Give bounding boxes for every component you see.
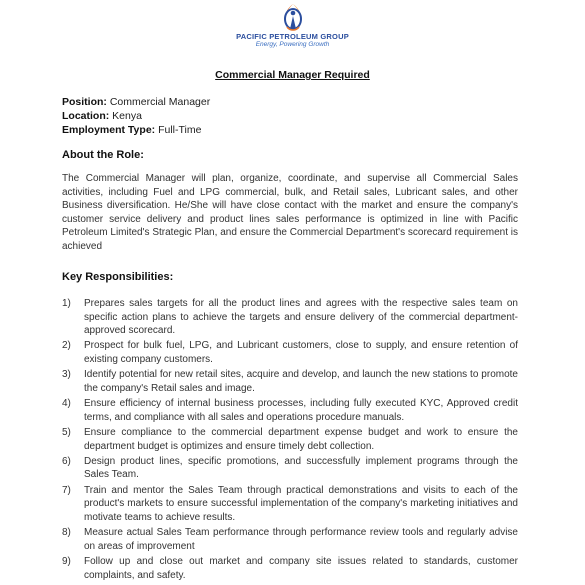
list-item-number: 6) [62, 455, 71, 467]
list-item-number: 4) [62, 398, 71, 410]
document-title: Commercial Manager Required [215, 69, 370, 81]
logo-tagline: Energy, Powering Growth [255, 41, 330, 48]
list-item-text: Identify potential for new retail sites, acquire and develop, and launch the new stations to promote the company's Retail sales and image. [84, 369, 518, 394]
location-line [62, 109, 210, 123]
location-label: Location: [62, 110, 110, 122]
position-value: Commercial Manager [109, 96, 211, 108]
job-meta [62, 95, 210, 137]
list-item-number: 1) [62, 298, 71, 309]
logo-company-name: PACIFIC PETROLEUM GROUP [236, 32, 349, 41]
list-item-text: Ensure efficiency of internal business processes, including fully executed KYC, Approved credit terms, and compliance with all sales and operations procedure manuals. [84, 398, 518, 423]
list-item [62, 297, 518, 338]
list-item-number: 2) [62, 340, 71, 352]
list-item-text: Prepares sales targets for all the product lines and agrees with the respective sales team on specific action plans to achieve the targets and ensure delivery of the commercial department-approved scorecard. [84, 298, 518, 336]
responsibilities-heading: Key Responsibilities: [62, 271, 174, 283]
list-item-number: 7) [62, 484, 71, 496]
list-item-text: Ensure compliance to the commercial department expense budget and work to ensure the department budget is optimizes and ensure timely debt collection. [84, 427, 518, 452]
flame-person-logo-icon [275, 2, 311, 32]
list-item-text: Follow up and close out market and company site issues related to standards, customer complaints, and safety. [84, 556, 518, 581]
employment-line [62, 123, 210, 137]
list-item [62, 526, 518, 553]
position-line [62, 95, 210, 109]
list-item [62, 484, 518, 525]
list-item-text: Design product lines, specific promotions, and successfully implement programs through the Sales Team. [84, 455, 518, 481]
list-item [62, 555, 518, 582]
position-label: Position: [62, 96, 107, 108]
employment-value: Full-Time [158, 124, 202, 136]
responsibilities-list [62, 297, 518, 584]
list-item-number: 5) [62, 427, 71, 439]
list-item-number: 3) [62, 369, 71, 381]
list-item [62, 368, 518, 395]
employment-label: Employment Type: [62, 124, 156, 136]
list-item [62, 455, 518, 482]
list-item [62, 339, 518, 366]
list-item [62, 426, 518, 453]
company-logo [0, 2, 585, 49]
location-value: Kenya [112, 110, 142, 122]
list-item-text: Prospect for bulk fuel, LPG, and Lubricant customers, close to supply, and ensure retention of existing company customers. [84, 340, 518, 365]
list-item [62, 397, 518, 424]
list-item-text: Train and mentor the Sales Team through practical demonstrations and visits to each of the product's markets to ensure successful implementation of the company's marketing initiatives and motivate teams to achieve results. [84, 484, 518, 523]
list-item-text: Measure actual Sales Team performance through performance review tools and regularly advise on areas of improvement [84, 527, 518, 552]
list-item-number: 8) [62, 527, 71, 539]
about-paragraph: The Commercial Manager will plan, organize, coordinate, and supervise all Commercial Sales activities, including Fuel and LPG commercial, bulk, and Retail sales, Lubricant sales, and other Business diversification. He/She will have close contact with the market and ensure the company's customer service delivery and product lines sales performance is optimized in line with Pacific Petroleum Limited's Strategic Plan, and ensure the Commercial Department's scorecard requirement is achieved [62, 173, 518, 252]
about-heading: About the Role: [62, 149, 144, 161]
list-item-number: 9) [62, 556, 71, 568]
